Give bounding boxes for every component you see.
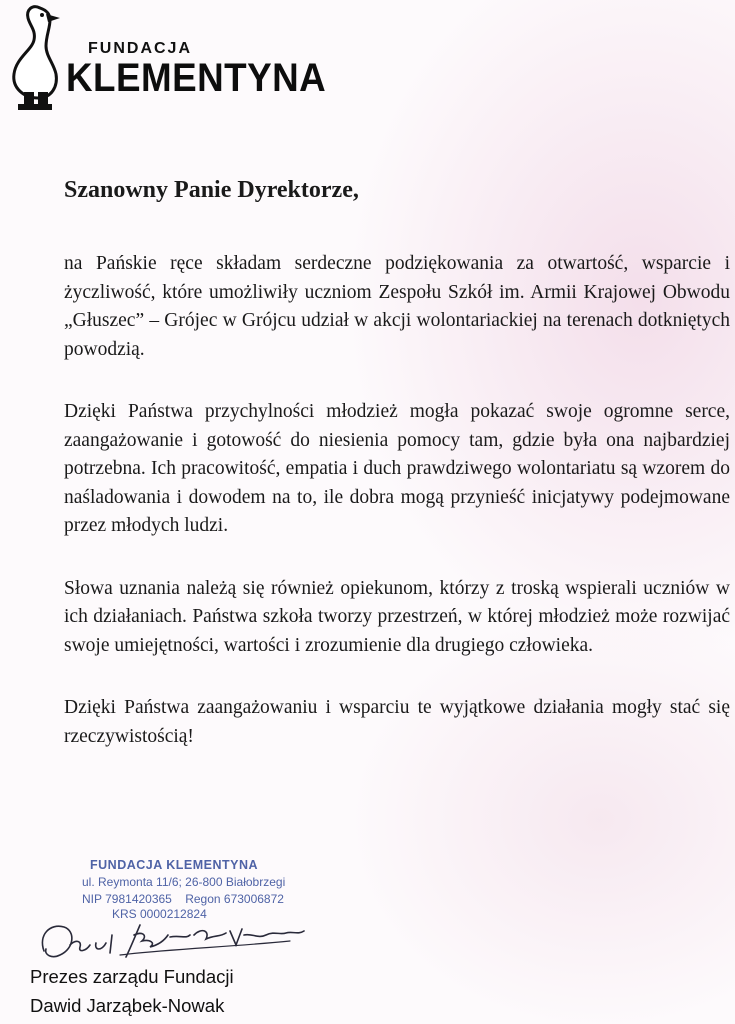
signatory-name: Dawid Jarząbek-Nowak (30, 995, 225, 1016)
letter-greeting: Szanowny Panie Dyrektorze, (64, 177, 359, 203)
stamp-address: ul. Reymonta 11/6; 26-800 Białobrzegi (82, 875, 286, 889)
stamp-name: FUNDACJA KLEMENTYNA (90, 858, 259, 872)
stamp-krs: KRS 0000212824 (112, 907, 207, 921)
signatory-title: Prezes zarządu Fundacji (30, 966, 234, 987)
paragraph-2: Dzięki Państwa przychylności młodzież mogła pokazać swoje ogromne serce, zaangażowanie i gotowość do niesienia pomocy tam, gdzie była ona najbardziej potrzebna. Ich pracowitość, empatia i duch prawdziwego wolontariatu są wzorem do naśladowania i dowodem na to, ile dobra mogą przynieść inicjatywy podejmowane przez młodych ludzi. (64, 401, 730, 536)
logo-klementyna-text: KLEMENTYNA (66, 56, 327, 100)
stamp-ids: NIP 7981420365 Regon 673006872 (82, 892, 284, 906)
foundation-logo (6, 2, 327, 112)
paragraph-4: Dzięki Państwa zaangażowaniu i wsparciu te wyjątkowe działania mogły stać się rzeczywistością! (64, 697, 730, 747)
handwritten-signature (30, 905, 330, 965)
letter-body (64, 250, 730, 785)
paragraph-1: na Pańskie ręce składam serdeczne podziękowania za otwartość, wsparcie i życzliwość, które umożliwiły uczniom Zespołu Szkół im. Armii Krajowej Obwodu „Głuszec” – Grójec w Grójcu udział w akcji wolontariackiej na terenach dotkniętych powodzią. (64, 253, 730, 360)
logo-fundacja-text: FUNDACJA (88, 40, 192, 57)
paragraph-3: Słowa uznania należą się również opiekunom, którzy z troską wspierali uczniów w ich działaniach. Państwa szkoła tworzy przestrzeń, w której młodzież może rozwijać swoje umiejętności, wartości i zrozumienie dla drugiego człowieka. (64, 577, 730, 656)
goose-icon (6, 2, 66, 112)
